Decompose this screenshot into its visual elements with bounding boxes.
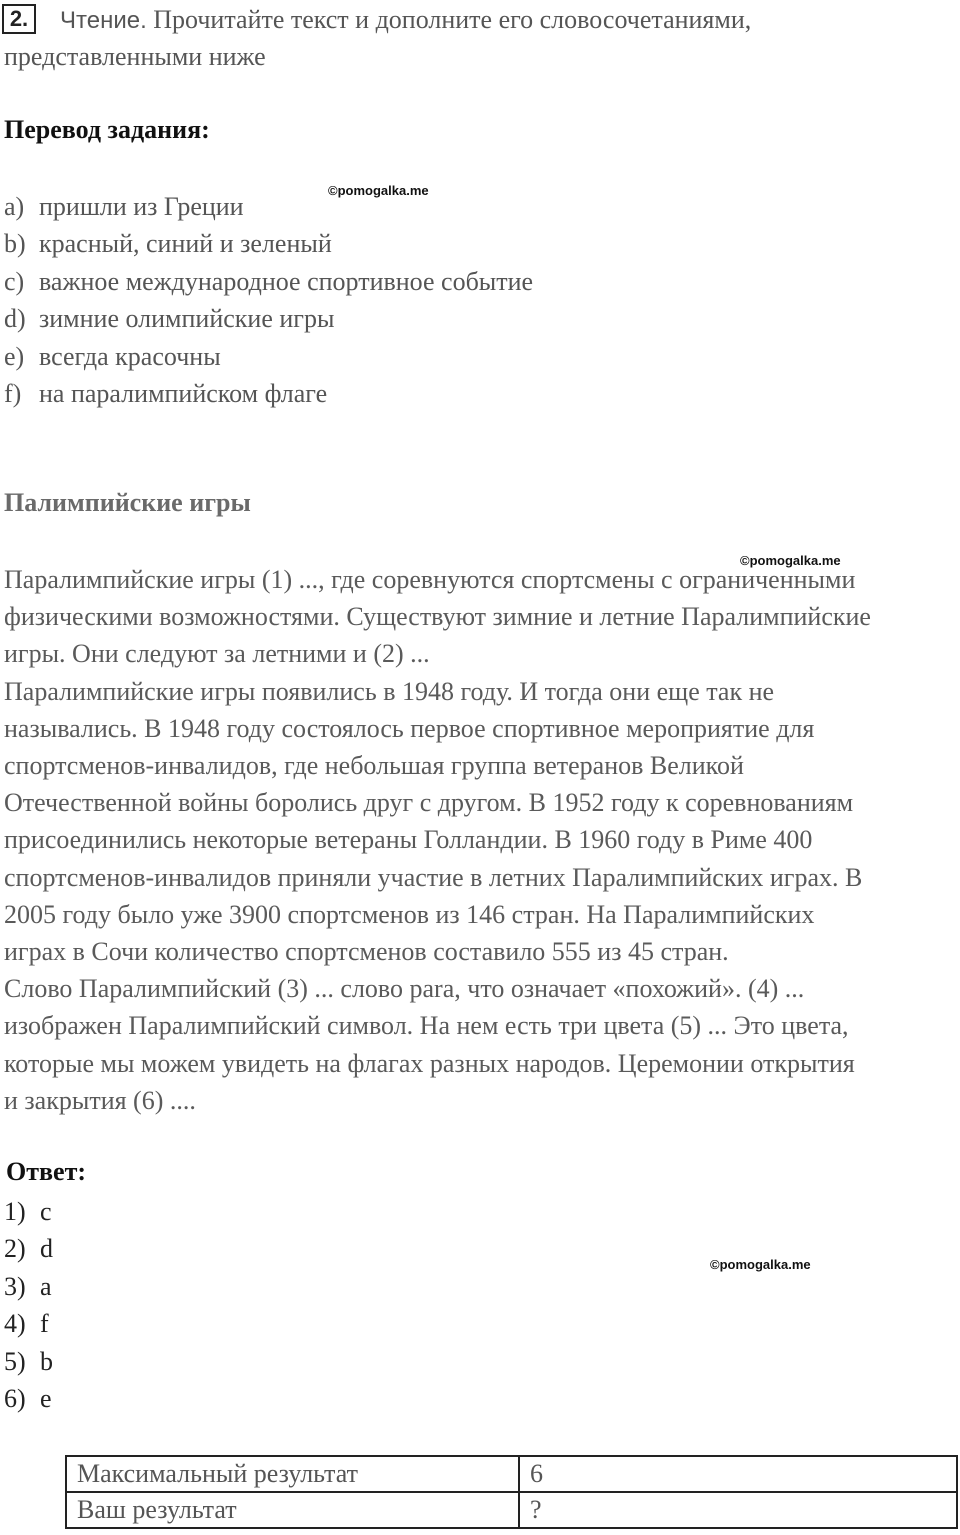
answer-text: d xyxy=(40,1234,53,1264)
answer-text: f xyxy=(40,1309,49,1339)
passage-line: которые мы можем увидеть на флагах разных народов. Церемонии открытия xyxy=(4,1048,855,1078)
option-marker: f) xyxy=(4,379,22,409)
answer-marker: 2) xyxy=(4,1234,26,1264)
watermark-2: ©pomogalka.me xyxy=(740,553,841,568)
watermark-1: ©pomogalka.me xyxy=(328,183,429,198)
reading-title: Палимпийские игры xyxy=(4,488,251,517)
answer-marker: 6) xyxy=(4,1384,26,1414)
passage-line: Паралимпийские игры появились в 1948 году. И тогда они еще так не xyxy=(4,676,775,706)
passage-line: 2005 году было уже 3900 спортсменов из 146 стран. На Паралимпийских xyxy=(4,899,815,929)
option-marker: b) xyxy=(4,229,26,259)
table-row xyxy=(66,1456,957,1492)
answer-marker: 4) xyxy=(4,1309,26,1339)
list-item xyxy=(4,338,533,375)
option-marker: e) xyxy=(4,341,25,371)
task-instruction-line-1 xyxy=(60,2,751,39)
passage-line: игры. Они следуют за летними и (2) ... xyxy=(4,639,430,669)
list-item xyxy=(4,225,533,262)
passage-line: спортсменов-инвалидов приняли участие в летних Паралимпийских играх. В xyxy=(4,862,863,892)
option-text: на паралимпийском флаге xyxy=(39,379,328,409)
passage-line: Слово Паралимпийский (3) ... слово para, что означает «похожий». (4) ... xyxy=(4,974,805,1004)
list-item xyxy=(4,375,533,412)
task-instruction-text: Прочитайте текст и дополните его словосочетаниями, xyxy=(146,5,752,34)
list-item xyxy=(4,1305,53,1342)
list-item xyxy=(4,1380,53,1417)
passage-line: Отечественной войны боролись друг с другом. В 1952 году к соревнованиям xyxy=(4,788,854,818)
option-text: важное международное спортивное событие xyxy=(39,266,534,296)
score-value-yours: ? xyxy=(519,1492,957,1528)
answer-text: c xyxy=(40,1197,52,1226)
list-item xyxy=(4,1230,53,1267)
answer-text: b xyxy=(40,1346,53,1376)
answer-text: e xyxy=(40,1384,52,1414)
passage-line: Паралимпийские игры (1) ..., где соревнуются спортсмены с ограниченными xyxy=(4,565,856,594)
option-text: зимние олимпийские игры xyxy=(39,304,335,334)
option-text: красный, синий и зеленый xyxy=(39,229,332,259)
options-list xyxy=(4,188,533,412)
option-marker: c) xyxy=(4,266,25,296)
list-item xyxy=(4,1343,53,1380)
score-label-max: Максимальный результат xyxy=(66,1456,519,1492)
option-marker: a) xyxy=(4,192,25,221)
answer-heading: Ответ: xyxy=(6,1157,87,1186)
answer-text: a xyxy=(40,1271,52,1301)
list-item xyxy=(4,300,533,337)
list-item xyxy=(4,1193,53,1230)
passage-line: спортсменов-инвалидов, где небольшая группа ветеранов Великой xyxy=(4,751,744,781)
list-item xyxy=(4,188,533,225)
passage-line: изображен Паралимпийский символ. На нем есть три цвета (5) ... Это цвета, xyxy=(4,1011,849,1041)
answer-marker: 3) xyxy=(4,1271,26,1301)
reading-passage xyxy=(4,561,871,1119)
passage-line: и закрытия (6) .... xyxy=(4,1085,196,1115)
passage-line: назывались. В 1948 году состоялось первое спортивное мероприятие для xyxy=(4,713,815,743)
score-label-yours: Ваш результат xyxy=(66,1492,519,1528)
list-item xyxy=(4,1268,53,1305)
score-value-max: 6 xyxy=(519,1456,957,1492)
answer-marker: 1) xyxy=(4,1197,26,1226)
passage-line: присоединились некоторые ветераны Голландии. В 1960 году в Риме 400 xyxy=(4,825,813,855)
passage-line: играх в Сочи количество спортсменов составило 555 из 45 стран. xyxy=(4,937,729,967)
answers-list xyxy=(4,1193,53,1417)
option-text: всегда красочны xyxy=(39,341,221,371)
task-instruction-line-2: представленными ниже xyxy=(4,42,266,71)
option-text: пришли из Греции xyxy=(39,192,244,221)
task-number-badge: 2. xyxy=(2,4,36,34)
list-item xyxy=(4,263,533,300)
task-lead-word: Чтение. xyxy=(60,7,147,34)
table-row xyxy=(66,1492,957,1528)
translation-heading: Перевод задания: xyxy=(4,115,210,144)
watermark-3: ©pomogalka.me xyxy=(710,1257,811,1272)
answer-marker: 5) xyxy=(4,1346,26,1376)
score-table xyxy=(65,1455,958,1529)
passage-line: физическими возможностями. Существуют зимние и летние Паралимпийские xyxy=(4,602,871,632)
option-marker: d) xyxy=(4,304,26,334)
